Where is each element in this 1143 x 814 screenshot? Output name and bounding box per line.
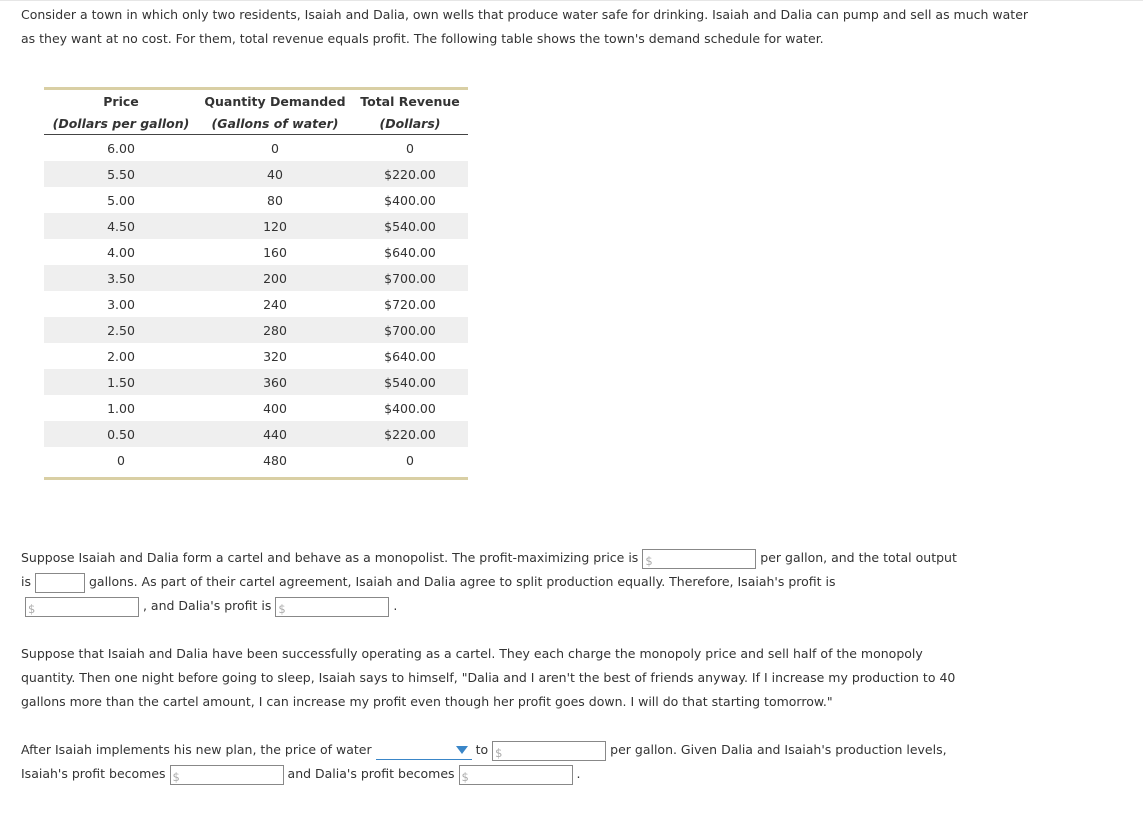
cell-revenue: $400.00 — [384, 400, 436, 416]
q1-line-3 — [25, 596, 397, 617]
q3-text-3: per gallon. Given Dalia and Isaiah's production levels, — [610, 742, 947, 757]
header-price: Price — [103, 93, 139, 109]
q3-text-6: . — [576, 766, 581, 781]
isaiah-cartel-profit-input[interactable] — [25, 597, 139, 617]
cell-price: 2.50 — [44, 317, 198, 343]
table-row — [44, 395, 468, 421]
top-border — [0, 0, 1143, 1]
cell-price: 3.50 — [44, 265, 198, 291]
q1-text-3: is — [21, 574, 31, 589]
q3-text-4: Isaiah's profit becomes — [21, 766, 166, 781]
q3-text-5: and Dalia's profit becomes — [287, 766, 455, 781]
table-row — [44, 343, 468, 369]
cell-revenue: $540.00 — [352, 213, 468, 239]
demand-schedule-table — [44, 87, 468, 480]
dollar-sign: $ — [172, 769, 180, 784]
dalia-new-profit-input[interactable] — [459, 765, 573, 785]
q1-line-2 — [21, 572, 836, 593]
monopoly-price-input[interactable] — [642, 549, 756, 569]
cell-quantity: 400 — [263, 400, 287, 416]
cell-revenue: $400.00 — [384, 192, 436, 208]
cell-revenue: $220.00 — [352, 421, 468, 447]
q3-text-1: After Isaiah implements his new plan, the price of water — [21, 742, 372, 757]
cell-quantity: 80 — [267, 192, 283, 208]
new-price-input[interactable] — [492, 741, 606, 761]
subheader-price: (Dollars per gallon) — [44, 112, 198, 135]
cell-revenue: $640.00 — [384, 348, 436, 364]
cell-quantity: 160 — [263, 244, 287, 260]
table-row — [44, 265, 468, 291]
cell-quantity: 200 — [198, 265, 352, 291]
cell-price: 4.50 — [44, 213, 198, 239]
table-row — [44, 421, 468, 447]
table-body — [44, 135, 468, 474]
header-quantity: Quantity Demanded — [204, 93, 346, 109]
cell-revenue: $540.00 — [352, 369, 468, 395]
cell-revenue: $640.00 — [384, 244, 436, 260]
cell-price: 0 — [117, 452, 125, 468]
q1-line-1 — [21, 548, 957, 569]
table-row — [44, 317, 468, 343]
dollar-sign: $ — [461, 769, 469, 784]
table-row — [44, 239, 468, 265]
table-row — [44, 291, 468, 317]
q1-text-1: Suppose Isaiah and Dalia form a cartel and behave as a monopolist. The profit-maximizing price is — [21, 550, 639, 565]
cell-revenue: $220.00 — [352, 161, 468, 187]
q1-text-2: per gallon, and the total output — [760, 550, 957, 565]
cell-price: 2.00 — [107, 348, 135, 364]
isaiah-new-profit-input[interactable] — [170, 765, 284, 785]
cell-quantity: 360 — [198, 369, 352, 395]
q3-line-2 — [21, 764, 581, 785]
subheader-quantity: (Gallons of water) — [198, 112, 352, 135]
cell-revenue: $720.00 — [384, 296, 436, 312]
cell-quantity: 120 — [198, 213, 352, 239]
dollar-sign: $ — [495, 745, 503, 760]
cell-revenue: 0 — [406, 140, 414, 156]
dollar-sign: $ — [645, 553, 653, 568]
q1-text-6: . — [393, 598, 398, 613]
table-bottom-rule — [44, 477, 468, 480]
cell-revenue: $700.00 — [352, 265, 468, 291]
q3-text-2: to — [475, 742, 489, 757]
cell-price: 3.00 — [107, 296, 135, 312]
cell-quantity: 440 — [198, 421, 352, 447]
header-revenue: Total Revenue — [360, 93, 460, 109]
cell-price: 1.50 — [44, 369, 198, 395]
table-row — [44, 161, 468, 187]
chevron-down-icon — [456, 746, 468, 754]
cell-quantity: 280 — [198, 317, 352, 343]
cell-quantity: 320 — [263, 348, 287, 364]
cell-revenue: $700.00 — [352, 317, 468, 343]
intro-paragraph: Consider a town in which only two residents, Isaiah and Dalia, own wells that produce water safe for drinking. Isaiah and Dalia can pump and sell as much water as they want at no cost. For them, total revenue equals profit. The following table shows the town's demand schedule for water. — [21, 7, 1029, 46]
dollar-sign: $ — [28, 601, 36, 616]
table-row — [44, 135, 468, 162]
table-row — [44, 187, 468, 213]
subheader-revenue: (Dollars) — [352, 112, 468, 135]
q1-text-5: , and Dalia's profit is — [142, 598, 272, 613]
q1-text-4: gallons. As part of their cartel agreement, Isaiah and Dalia agree to split production equally. Therefore, Isaiah's profit is — [88, 574, 836, 589]
q2-line-3: gallons more than the cartel amount, I can increase my profit even though her profit goes down. I will do that starting tomorrow." — [21, 694, 833, 709]
cell-price: 5.50 — [44, 161, 198, 187]
cell-price: 5.00 — [107, 192, 135, 208]
cell-revenue: 0 — [406, 452, 414, 468]
q3-line-1 — [21, 740, 947, 761]
price-change-dropdown[interactable] — [376, 741, 472, 760]
cell-price: 1.00 — [107, 400, 135, 416]
total-output-input[interactable] — [35, 573, 85, 593]
cell-quantity: 0 — [271, 140, 279, 156]
table-row — [44, 447, 468, 473]
cell-quantity: 480 — [263, 452, 287, 468]
q2-line-1: Suppose that Isaiah and Dalia have been successfully operating as a cartel. They each charge the monopoly price and sell half of the monopoly — [21, 646, 923, 661]
table-row — [44, 369, 468, 395]
table-row — [44, 213, 468, 239]
cell-price: 6.00 — [107, 140, 135, 156]
dalia-cartel-profit-input[interactable] — [275, 597, 389, 617]
cell-price: 0.50 — [44, 421, 198, 447]
cell-quantity: 240 — [263, 296, 287, 312]
cell-quantity: 40 — [198, 161, 352, 187]
dollar-sign: $ — [278, 601, 286, 616]
cell-price: 4.00 — [107, 244, 135, 260]
q2-line-2: quantity. Then one night before going to sleep, Isaiah says to himself, "Dalia and I aren't the best of friends anyway. If I increase my production to 40 — [21, 670, 956, 685]
q2-paragraph — [21, 642, 1031, 714]
